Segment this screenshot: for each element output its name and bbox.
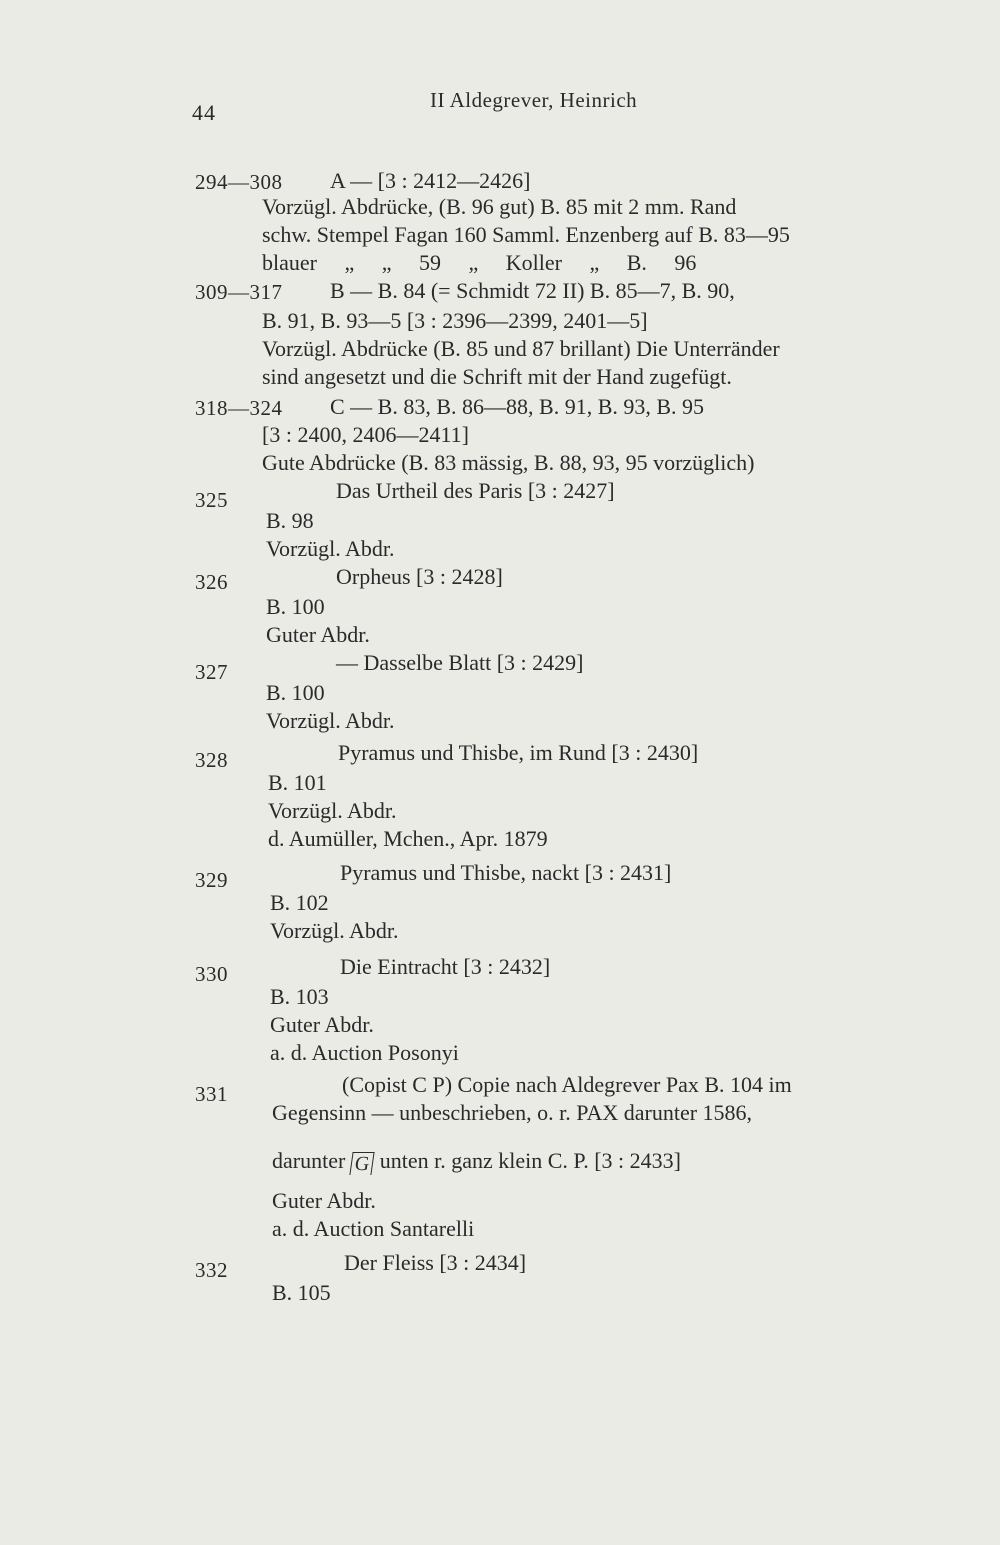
entry-line: Vorzügl. Abdrücke, (B. 96 gut) B. 85 mit 2 mm. Rand [262,194,737,219]
entry-line: A — [3 : 2412—2426] [330,168,531,193]
entry-line: Gegensinn — unbeschrieben, o. r. PAX darunter 1586, [272,1100,753,1125]
entry-line: B. 100 [266,594,325,619]
entry-line: Gute Abdrücke (B. 83 mässig, B. 88, 93, 95 vorzüglich) [262,450,755,475]
entry-line: Vorzügl. Abdr. [266,536,395,561]
entry-line: blauer „ „ 59 „ Koller „ B. 96 [262,250,697,275]
page-number: 44 [192,100,216,125]
entry-line: [3 : 2400, 2406—2411] [262,422,469,447]
entry-number: 325 [195,488,228,512]
entry-number: 294—308 [195,170,283,194]
entry-line: B. 103 [270,984,329,1009]
entry-title: Die Eintracht [3 : 2432] [340,954,551,979]
entry-line: B. 101 [268,770,327,795]
entry-title: (Copist C P) Copie nach Aldegrever Pax B. 104 im [342,1072,792,1097]
entry-line: Vorzügl. Abdr. [270,918,399,943]
entry-title: — Dasselbe Blatt [3 : 2429] [336,650,584,675]
entry-title: Der Fleiss [3 : 2434] [344,1250,527,1275]
entry-line: Guter Abdr. [272,1188,376,1213]
entry-line: Vorzügl. Abdrücke (B. 85 und 87 brillant) Die Unterränder [262,336,780,361]
entry-line-with-monogram [272,1148,681,1174]
entry-title: Orpheus [3 : 2428] [336,564,503,589]
entry-number: 326 [195,570,228,594]
entry-line: Vorzügl. Abdr. [268,798,397,823]
entry-line: B. 100 [266,680,325,705]
entry-line: B. 102 [270,890,329,915]
entry-line: B. 105 [272,1280,331,1305]
entry-number: 332 [195,1258,228,1282]
entry-line: Guter Abdr. [266,622,370,647]
entry-line: schw. Stempel Fagan 160 Samml. Enzenberg auf B. 83—95 [262,222,790,247]
entry-number: 329 [195,868,228,892]
entry-line: C — B. 83, B. 86—88, B. 91, B. 93, B. 95 [330,394,705,419]
entry-line: B — B. 84 (= Schmidt 72 II) B. 85—7, B. 90, [330,278,735,303]
monogram-mark: G [350,1152,376,1175]
entry-number: 327 [195,660,228,684]
entry-line: Vorzügl. Abdr. [266,708,395,733]
entry-number: 328 [195,748,228,772]
entry-number: 331 [195,1082,228,1106]
entry-title: Das Urtheil des Paris [3 : 2427] [336,478,615,503]
entry-line: B. 98 [266,508,314,533]
entry-number: 309—317 [195,280,283,304]
entry-line: d. Aumüller, Mchen., Apr. 1879 [268,826,548,851]
entry-line-text: darunter [272,1148,346,1173]
entry-number: 318—324 [195,396,283,420]
entry-title: Pyramus und Thisbe, nackt [3 : 2431] [340,860,672,885]
running-head: II Aldegrever, Heinrich [430,88,638,112]
entry-title: Pyramus und Thisbe, im Rund [3 : 2430] [338,740,699,765]
entry-line-text: unten r. ganz klein C. P. [3 : 2433] [379,1148,681,1173]
entry-line: a. d. Auction Posonyi [270,1040,459,1065]
entry-number: 330 [195,962,228,986]
entry-line: a. d. Auction Santarelli [272,1216,475,1241]
entry-line: Guter Abdr. [270,1012,374,1037]
entry-line: sind angesetzt und die Schrift mit der Hand zugefügt. [262,364,732,389]
entry-line: B. 91, B. 93—5 [3 : 2396—2399, 2401—5] [262,308,648,333]
